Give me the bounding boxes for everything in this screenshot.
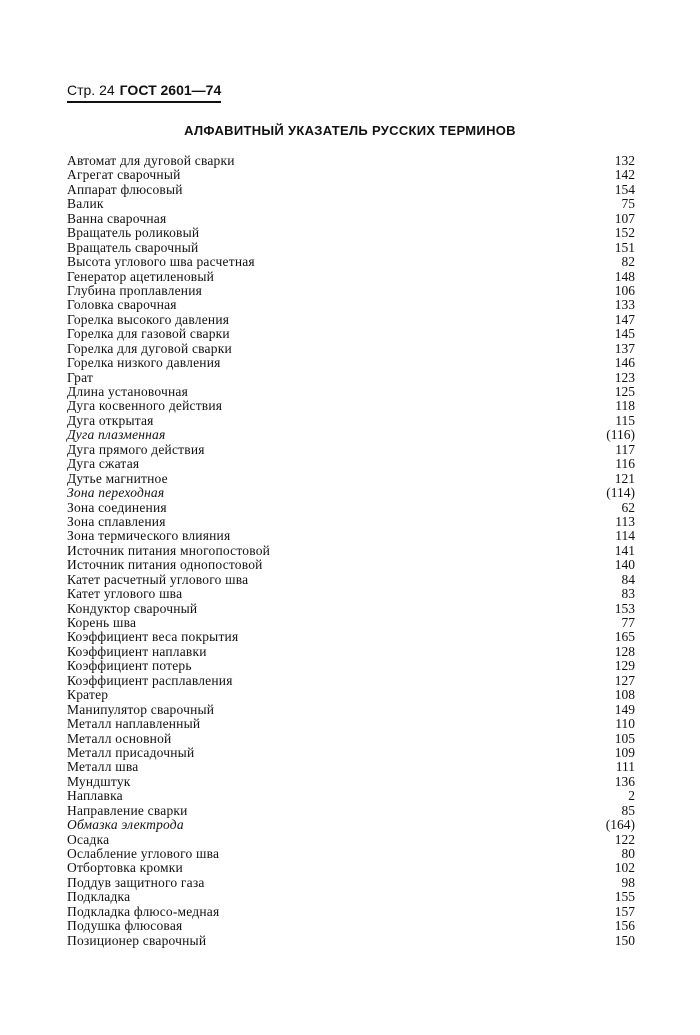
- index-entry: [67, 241, 635, 255]
- entry-number: 122: [614, 831, 635, 847]
- entry-term: Высота углового шва расчетная: [67, 254, 255, 270]
- index-entry: [67, 385, 635, 399]
- entry-number: 136: [614, 773, 635, 789]
- entry-number: 153: [614, 600, 635, 616]
- entry-number: (164): [605, 817, 635, 833]
- entry-term: Агрегат сварочный: [67, 167, 181, 183]
- entry-number: 109: [614, 744, 635, 760]
- entry-term: Ослабление углового шва: [67, 846, 220, 861]
- index-entry: [67, 890, 635, 904]
- entry-term: Подушка флюсовая: [67, 918, 183, 934]
- entry-number: 118: [615, 398, 635, 414]
- entry-term: Горелка для дуговой сварки: [67, 340, 232, 356]
- entry-term: Ванна сварочная: [67, 210, 167, 226]
- index-entry: [67, 270, 635, 284]
- index-entry: [67, 327, 635, 341]
- entry-term: Мундштук: [67, 773, 131, 789]
- entry-number: 140: [614, 557, 635, 573]
- entry-term: Вращатель сварочный: [67, 239, 199, 255]
- entry-number: 85: [621, 802, 635, 818]
- entry-term: Катет углового шва: [67, 586, 183, 602]
- entry-term: Металл основной: [67, 730, 172, 746]
- entry-number: 107: [614, 210, 635, 226]
- index-entry: [67, 833, 635, 847]
- entry-term: Вращатель роликовый: [67, 225, 200, 241]
- entry-number: 105: [614, 730, 635, 746]
- entry-number: 133: [614, 297, 635, 313]
- index-entry: [67, 414, 635, 428]
- entry-number: 121: [614, 470, 635, 486]
- entry-number: 108: [614, 687, 635, 703]
- index-entry: [67, 183, 635, 197]
- entry-number: 157: [614, 903, 635, 919]
- index-entry: [67, 472, 635, 486]
- entry-term: Коэффициент расплавления: [67, 672, 233, 688]
- index-entry: [67, 284, 635, 298]
- index-entry: [67, 905, 635, 919]
- entry-term: Дуга сжатая: [67, 456, 140, 472]
- entry-term: Кратер: [67, 687, 109, 703]
- entry-number: 116: [615, 456, 635, 472]
- index-entry: [67, 674, 635, 688]
- entry-term: Зона переходная: [67, 485, 165, 501]
- index-entry: [67, 573, 635, 587]
- entry-term: Осадка: [67, 831, 110, 847]
- entry-term: Подкладка: [67, 889, 131, 905]
- entry-term: Корень шва: [67, 615, 137, 630]
- index-entry: [67, 197, 635, 211]
- index-entry: [67, 919, 635, 933]
- entry-number: 150: [614, 932, 635, 948]
- entry-term: Источник питания многопостовой: [67, 542, 271, 558]
- entry-number: 75: [621, 196, 635, 212]
- index-entry: [67, 298, 635, 312]
- entry-number: 145: [614, 326, 635, 342]
- entry-term: Дутье магнитное: [67, 470, 168, 486]
- entry-term: Дуга плазменная: [67, 427, 166, 443]
- entry-number: 129: [614, 658, 635, 674]
- entry-term: Металл присадочный: [67, 744, 195, 760]
- entry-number: 110: [615, 716, 635, 732]
- index-entry: [67, 154, 635, 168]
- index-entry: [67, 630, 635, 644]
- entry-number: 84: [621, 571, 635, 587]
- index-entry: [67, 226, 635, 240]
- entry-number: 146: [614, 355, 635, 371]
- index-entry: [67, 818, 635, 832]
- entry-term: Грат: [67, 369, 94, 385]
- entry-term: Кондуктор сварочный: [67, 600, 198, 616]
- header-underline: [67, 101, 221, 103]
- entry-term: Дуга открытая: [67, 412, 154, 428]
- entry-term: Зона соединения: [67, 499, 167, 515]
- entry-term: Генератор ацетиленовый: [67, 268, 215, 284]
- entry-number: 114: [615, 528, 635, 544]
- index-entry: [67, 515, 635, 529]
- entry-term: Горелка для газовой сварки: [67, 326, 230, 342]
- index-entry: [67, 501, 635, 515]
- entry-number: 148: [614, 268, 635, 284]
- index-entry: [67, 255, 635, 269]
- index-entry: [67, 587, 635, 601]
- index-entry: [67, 861, 635, 875]
- entry-term: Направление сварки: [67, 802, 188, 818]
- entry-number: (114): [606, 485, 635, 501]
- index-entry: [67, 688, 635, 702]
- term-index-list: [67, 154, 635, 948]
- entry-term: Металл наплавленный: [67, 716, 201, 732]
- entry-term: Коэффициент потерь: [67, 658, 192, 674]
- entry-number: 125: [614, 384, 635, 399]
- entry-term: Дуга прямого действия: [67, 441, 205, 457]
- index-entry: [67, 732, 635, 746]
- entry-term: Зона термического влияния: [67, 528, 231, 544]
- entry-term: Автомат для дуговой сварки: [67, 153, 235, 168]
- entry-number: (116): [606, 427, 635, 443]
- entry-term: Металл шва: [67, 759, 139, 775]
- entry-term: Горелка низкого давления: [67, 355, 221, 371]
- entry-number: 137: [614, 340, 635, 356]
- entry-number: 106: [614, 282, 635, 298]
- entry-number: 77: [621, 615, 635, 630]
- entry-term: Коэффициент наплавки: [67, 643, 207, 659]
- entry-number: 98: [621, 874, 635, 890]
- entry-term: Глубина проплавления: [67, 282, 203, 298]
- entry-number: 151: [614, 239, 635, 255]
- entry-term: Манипулятор сварочный: [67, 701, 215, 717]
- index-entry: [67, 645, 635, 659]
- index-entry: [67, 356, 635, 370]
- entry-number: 2: [628, 788, 635, 804]
- entry-term: Подкладка флюсо-медная: [67, 903, 220, 919]
- entry-number: 127: [614, 672, 635, 688]
- index-entry: [67, 313, 635, 327]
- entry-number: 80: [621, 846, 635, 861]
- entry-term: Головка сварочная: [67, 297, 177, 313]
- entry-term: Источник питания однопостовой: [67, 557, 263, 573]
- index-entry: [67, 544, 635, 558]
- entry-number: 117: [615, 441, 635, 457]
- entry-number: 82: [621, 254, 635, 270]
- index-entry: [67, 804, 635, 818]
- entry-number: 147: [614, 311, 635, 327]
- index-entry: [67, 760, 635, 774]
- index-entry: [67, 659, 635, 673]
- entry-number: 142: [614, 167, 635, 183]
- index-entry: [67, 443, 635, 457]
- index-entry: [67, 775, 635, 789]
- entry-term: Позиционер сварочный: [67, 932, 207, 948]
- index-entry: [67, 558, 635, 572]
- index-entry: [67, 602, 635, 616]
- entry-number: 152: [614, 225, 635, 241]
- entry-number: 62: [621, 499, 635, 515]
- entry-term: Коэффициент веса покрытия: [67, 629, 239, 645]
- index-entry: [67, 876, 635, 890]
- entry-number: 154: [614, 181, 635, 197]
- entry-number: 115: [615, 412, 635, 428]
- entry-term: Наплавка: [67, 788, 123, 804]
- entry-number: 111: [615, 759, 635, 775]
- entry-number: 128: [614, 643, 635, 659]
- index-entry: [67, 371, 635, 385]
- entry-number: 113: [615, 513, 635, 529]
- entry-term: Валик: [67, 196, 104, 212]
- index-entry: [67, 847, 635, 861]
- entry-term: Аппарат флюсовый: [67, 181, 183, 197]
- index-entry: [67, 399, 635, 413]
- index-entry: [67, 529, 635, 543]
- entry-number: 123: [614, 369, 635, 385]
- index-entry: [67, 168, 635, 182]
- index-entry: [67, 934, 635, 948]
- entry-term: Зона сплавления: [67, 513, 166, 529]
- entry-term: Длина установочная: [67, 384, 189, 399]
- index-entry: [67, 342, 635, 356]
- entry-number: 149: [614, 701, 635, 717]
- entry-number: 141: [614, 542, 635, 558]
- index-entry: [67, 428, 635, 442]
- index-entry: [67, 746, 635, 760]
- index-entry: [67, 486, 635, 500]
- entry-term: Отбортовка кромки: [67, 860, 183, 876]
- entry-term: Поддув защитного газа: [67, 874, 205, 890]
- index-entry: [67, 616, 635, 630]
- index-title: АЛФАВИТНЫЙ УКАЗАТЕЛЬ РУССКИХ ТЕРМИНОВ: [184, 123, 516, 138]
- entry-number: 156: [614, 918, 635, 934]
- entry-number: 132: [614, 153, 635, 168]
- entry-number: 83: [621, 586, 635, 602]
- page-number: Стр. 24: [67, 82, 115, 98]
- page-header: [67, 82, 221, 98]
- index-entry: [67, 717, 635, 731]
- entry-term: Катет расчетный углового шва: [67, 571, 249, 587]
- entry-number: 165: [614, 629, 635, 645]
- index-entry: [67, 789, 635, 803]
- entry-term: Обмазка электрода: [67, 817, 184, 833]
- index-entry: [67, 457, 635, 471]
- standard-code: ГОСТ 2601—74: [119, 82, 222, 98]
- entry-term: Горелка высокого давления: [67, 311, 230, 327]
- entry-number: 155: [614, 889, 635, 905]
- index-entry: [67, 212, 635, 226]
- index-entry: [67, 703, 635, 717]
- entry-number: 102: [614, 860, 635, 876]
- entry-term: Дуга косвенного действия: [67, 398, 223, 414]
